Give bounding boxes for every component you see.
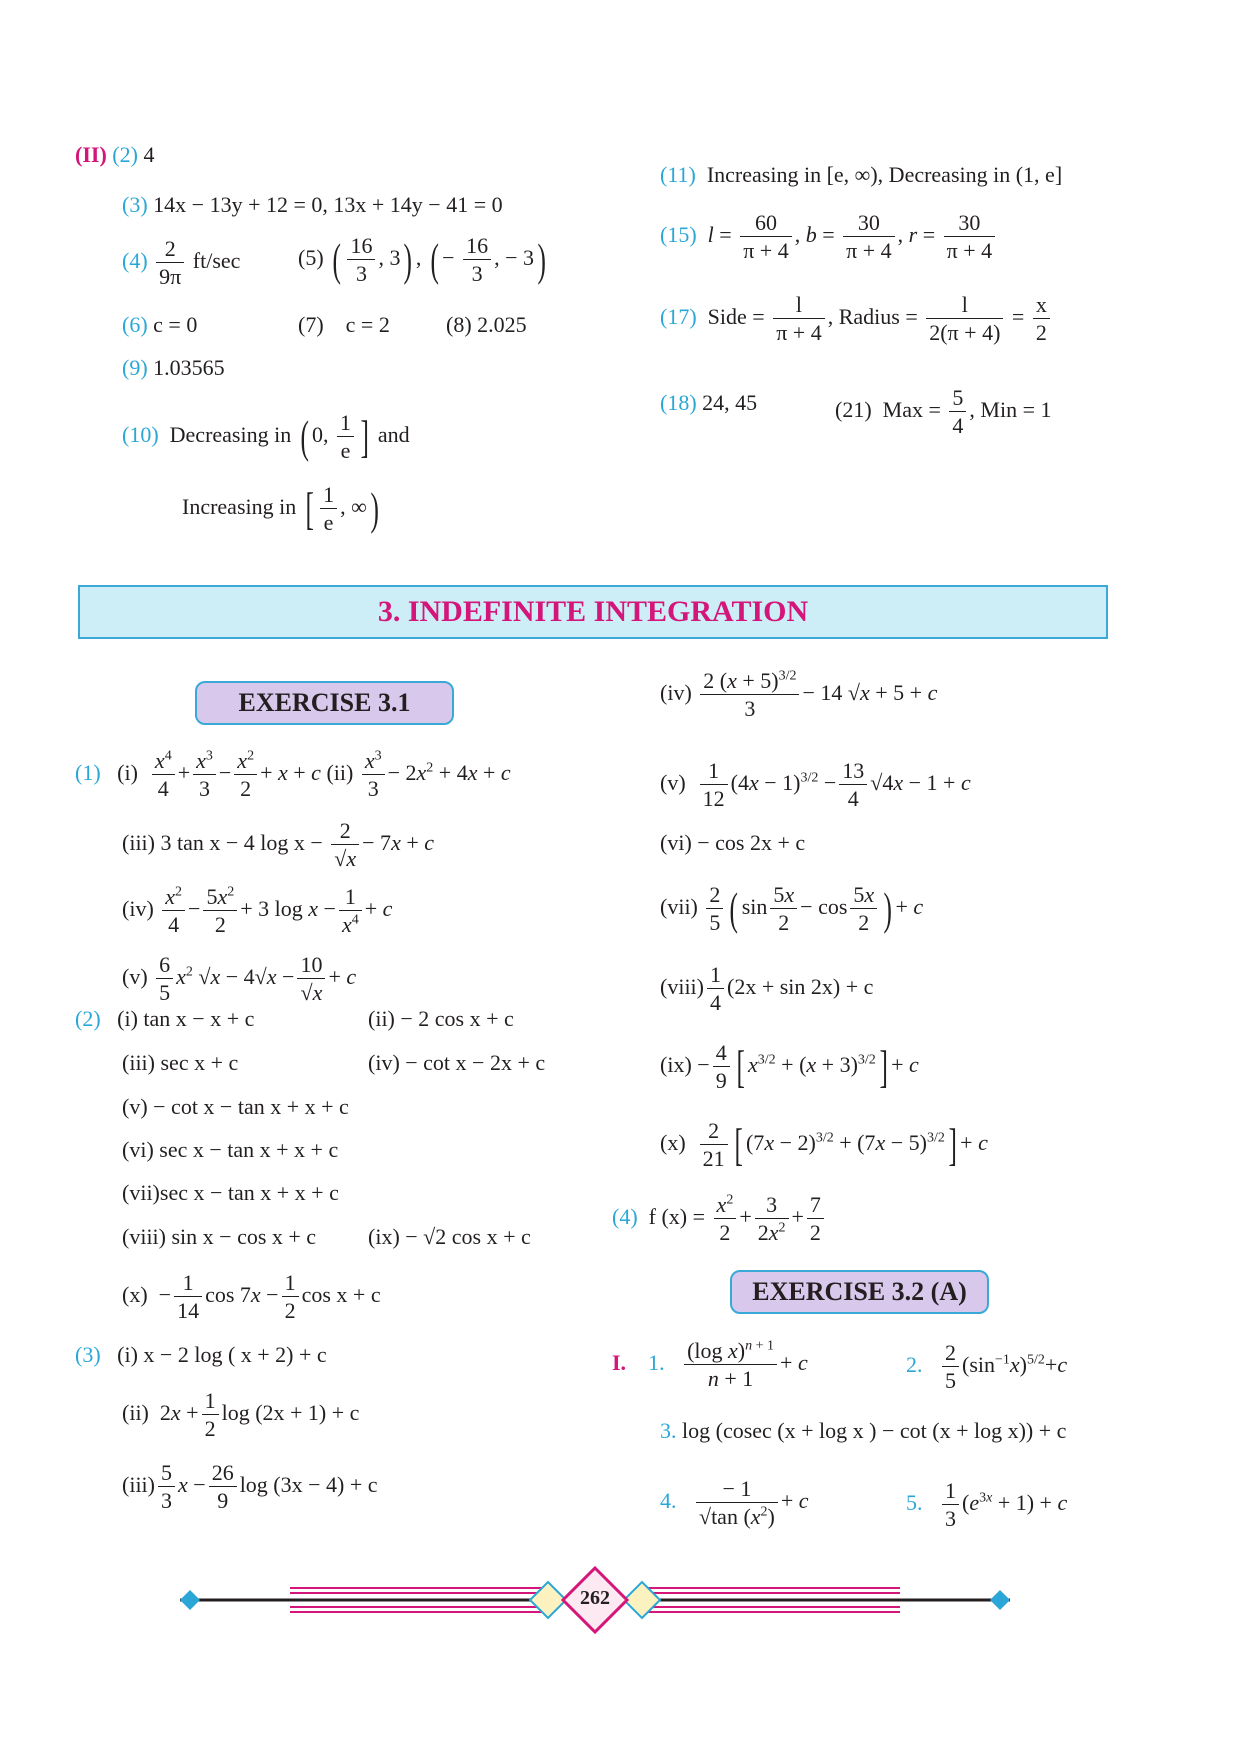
- ex31-q1-iii: (iii) 3 tan x − 4 log x − $\frac{2}{√x}$ − 7x + c: [122, 818, 435, 872]
- answer-21: (21) Max = $\frac{5}{4}$ , Min = 1: [835, 385, 1052, 439]
- ex31-q2-vii: (vii)sec x − tan x + x + c: [122, 1180, 339, 1205]
- ex31-q1-i: (1) (i) $\frac{x^4}{4}$ + $\frac{x^3}{3}$ − $\frac{x^2}{2}$ + x + c (ii) $\frac{x^3}{3}$ − $2x^2 + 4x + c$: [75, 748, 511, 802]
- answer-11: (11) Increasing in [e, ∞), Decreasing in (1, e]: [660, 162, 1063, 187]
- answer-5: (5) ( $\frac{16}{3}$ , 3) , ( − $\frac{16}{3}$ , − 3): [298, 233, 546, 287]
- exercise-3-2a-title: EXERCISE 3.2 (A): [730, 1270, 989, 1314]
- ex32-item-1: I. 1. $\frac{(\log x)^{n + 1}}{n + 1}$ + c: [612, 1338, 808, 1392]
- ex31-q3-ix: (ix) − $\frac{4}{9}$ [ $x^{3/2} + (x + 3)^{3/2}] + c$: [660, 1040, 919, 1094]
- ex31-q3-iv: (iv) $\frac{2 (x + 5)^{3/2}}{3}$ − 14 √x + 5 + c: [660, 668, 938, 722]
- page-number: 262: [580, 1587, 610, 1609]
- section-label: (II): [75, 142, 107, 167]
- ex31-q3-vii: (vii) $\frac{2}{5}$ ( sin $\frac{5x}{2}$ − cos $\frac{5x}{2}$ ) + c: [660, 882, 924, 936]
- ex31-q2-ii: (ii) − 2 cos x + c: [368, 1006, 514, 1031]
- ex31-q4: (4) f (x) = $\frac{x^2}{2}$ + $\frac{3}{2x^2}$ + $\frac{7}{2}$: [612, 1192, 827, 1246]
- answer-4: (4) $\frac{2}{9\pi}$ ft/sec: [122, 236, 241, 290]
- ex31-q2-v: (v) − cot x − tan x + x + c: [122, 1094, 349, 1119]
- ex31-q2-viii: (viii) sin x − cos x + c: [122, 1224, 317, 1249]
- ex31-q1-v: (v) $\frac{6}{5}$ $x^2$ √x − 4√x − $\frac{10}{√x}$ + c: [122, 952, 357, 1006]
- fraction: $\frac{2}{9\pi}$: [156, 236, 184, 290]
- ex32-item-2: 2. $\frac{2}{5}$ $(\sin^{-1}x)^{5/2}+c$: [906, 1340, 1068, 1394]
- ex31-q3-viii: (viii) $\frac{1}{4}$ (2x + sin 2x) + c: [660, 962, 874, 1016]
- ex31-q1-iv: (iv) $\frac{x^2}{4}$ − $\frac{5x^2}{2}$ + 3 log x − $\frac{1}{x^4}$ + c: [122, 884, 393, 938]
- answer-2: (II) (2) 4: [75, 142, 155, 167]
- ex31-q2-row1: (2) (i) tan x − x + c: [75, 1006, 255, 1031]
- ex32-section-label: I.: [612, 1349, 627, 1375]
- chapter-title: 3. INDEFINITE INTEGRATION: [377, 595, 809, 628]
- ex32-item-5: 5. $\frac{1}{3}$ $(e^{3x} + 1) + c$: [906, 1478, 1068, 1532]
- ex31-q2-x: (x) − $\frac{1}{14}$ cos 7x − $\frac{1}{2}$ cos x + c: [122, 1270, 381, 1324]
- ex32-item-3: 3. log (cosec (x + log x ) − cot (x + log x)) + c: [660, 1418, 1067, 1443]
- ex32-item-4: 4. $\frac{- 1}{√\tan (x^2)}$ + c: [660, 1476, 809, 1530]
- answer-10: (10) Decreasing in ( 0, $\frac{1}{e}$ ] and: [122, 410, 410, 464]
- answer-18: (18) 24, 45: [660, 390, 758, 415]
- ex31-q2-ix: (ix) − √2 cos x + c: [368, 1224, 531, 1249]
- ex31-q2-vi: (vi) sec x − tan x + x + c: [122, 1137, 339, 1162]
- answer-8: (8) 2.025: [446, 312, 527, 337]
- ex31-q3-ii: (ii) 2x + $\frac{1}{2}$ log (2x + 1) + c: [122, 1388, 360, 1442]
- answer-15: (15) l = $\frac{60}{\pi + 4}$ , b = $\frac{30}{\pi + 4}$ , r = $\frac{30}{\pi + 4}$: [660, 210, 998, 264]
- ex31-q2-iv: (iv) − cot x − 2x + c: [368, 1050, 546, 1075]
- answer-17: (17) Side = $\frac{l}{\pi + 4}$ , Radius = $\frac{l}{2(\pi + 4)}$ = $\frac{x}{2}$: [660, 292, 1053, 346]
- answer-9: (9) 1.03565: [122, 355, 225, 380]
- exercise-3-1-title: EXERCISE 3.1: [195, 681, 454, 725]
- ex31-q2-iii: (iii) sec x + c: [122, 1050, 239, 1075]
- ex31-q3-iii: (iii) $\frac{5}{3}$ x − $\frac{26}{9}$ log (3x − 4) + c: [122, 1460, 378, 1514]
- ex31-q3-i: (3) (i) x − 2 log ( x + 2) + c: [75, 1342, 327, 1367]
- answer-3: (3) 14x − 13y + 12 = 0, 13x + 14y − 41 = 0: [122, 192, 503, 217]
- answer-7: (7) c = 2: [298, 312, 390, 337]
- chapter-banner: [78, 585, 1108, 639]
- ex31-q3-v: (v) $\frac{1}{12}$ $(4x - 1)^{3/2}$ − $\frac{13}{4}$ √4x − 1 + c: [660, 758, 971, 812]
- ex31-q3-vi: (vi) − cos 2x + c: [660, 830, 806, 855]
- answer-6: (6) c = 0: [122, 312, 198, 337]
- ex31-q3-x: (x) $\frac{2}{21}$ [ $(7x - 2)^{3/2} + (7x - 5)^{3/2}] + c$: [660, 1118, 988, 1172]
- answer-10-line2: Increasing in [ $\frac{1}{e}$ , ∞): [182, 482, 379, 536]
